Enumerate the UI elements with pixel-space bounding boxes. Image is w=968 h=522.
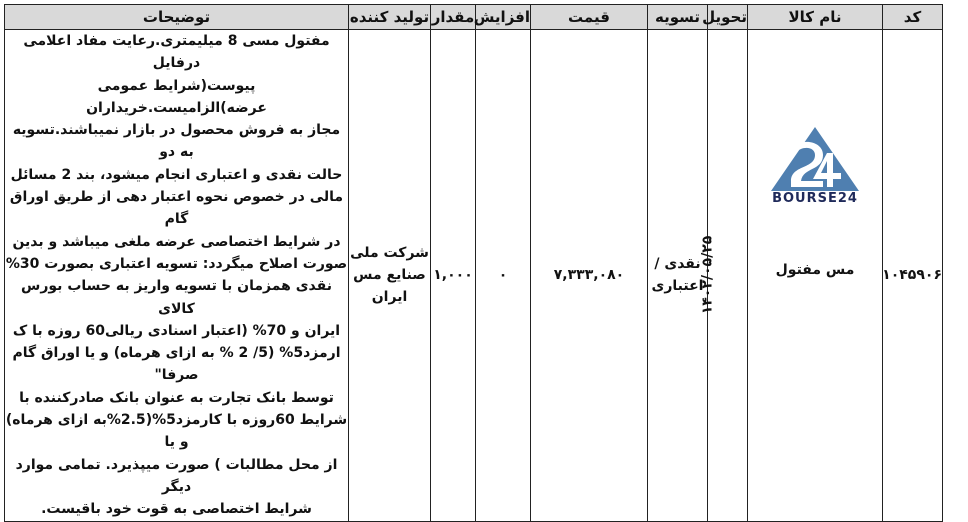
commodity-table — [4, 4, 943, 522]
cell-product — [748, 30, 883, 522]
header-increase: افزایش — [476, 5, 531, 30]
cell-code: ۱۰۴۵۹۰۶ — [883, 30, 943, 522]
settlement-line: نقدی / — [654, 256, 701, 273]
header-delivery: تحویل — [708, 5, 748, 30]
header-settlement: تسویه — [648, 5, 708, 30]
header-quantity: مقدار — [431, 5, 476, 30]
table-row — [5, 30, 943, 522]
cell-quantity: ۱,۰۰۰ — [431, 30, 476, 522]
description-line: صورت اصلاح میگردد: تسویه اعتباری بصورت 30% — [5, 255, 348, 272]
settlement-line: اعتباری — [651, 278, 704, 295]
description-line: نقدی همزمان با تسویه واریز به حساب بورس کالای — [21, 278, 332, 317]
cell-delivery — [699, 30, 748, 522]
description-line: مالی در خصوص نحوه اعتبار دهی از طریق اوراق گام — [9, 189, 344, 228]
header-product-name: نام کالا — [748, 5, 883, 30]
description-line: شرایط 60روزه با کارمزد5%(2.5%به ازای هرماه) و یا — [5, 412, 348, 451]
cell-increase: ۰ — [476, 30, 531, 522]
description-line: توسط بانک تجارت به عنوان بانک صادرکننده با — [19, 389, 334, 406]
logo-wordmark: BOURSE24 — [772, 190, 858, 206]
description-line: ایران و 70% (اعتبار اسنادی ریالی60 روزه با ک — [12, 322, 341, 339]
producer-line: صنایع مس — [353, 267, 426, 284]
header-row — [5, 5, 943, 30]
description-line: از محل مطالبات ) صورت میپذیرد. تمامی موارد دیگر — [15, 456, 338, 495]
header-producer: تولید کننده — [349, 5, 431, 30]
description-line: ارمزد5% (5/ 2 % به ازای هرماه) و یا اوراق گام صرفا" — [12, 345, 341, 384]
description-line: پیوست(شرایط عمومی عرضه)الزامیست.خریداران — [86, 77, 267, 116]
cell-price: ۷,۳۳۳,۰۸۰ — [531, 30, 648, 522]
cell-producer — [349, 30, 431, 522]
bourse24-logo-icon — [769, 125, 861, 193]
product-logo-block — [748, 30, 882, 521]
header-price: قیمت — [531, 5, 648, 30]
producer-line: ایران — [371, 289, 408, 306]
header-description: توضیحات — [5, 5, 349, 30]
description-line: شرایط اختصاصی به قوت خود باقیست. — [41, 501, 312, 518]
product-name: مس مفتول — [775, 261, 855, 278]
description-line: در شرایط اختصاصی عرضه ملغی میباشد و بدین — [12, 233, 341, 250]
cell-description — [5, 30, 349, 522]
description-line: مفتول مسی 8 میلیمتری.رعایت مفاد اعلامی درفایل — [23, 33, 330, 72]
producer-line: شرکت ملی — [350, 245, 429, 262]
description-line: مجاز به فروش محصول در بازار نمیباشند.تسویه به دو — [12, 122, 341, 161]
header-code: کد — [883, 5, 943, 30]
description-line: حالت نقدی و اعتباری انجام میشود، بند 2 مسائل — [10, 166, 343, 183]
delivery-date: ۱۴۰۲/۰۵/۲۵ — [699, 235, 716, 315]
